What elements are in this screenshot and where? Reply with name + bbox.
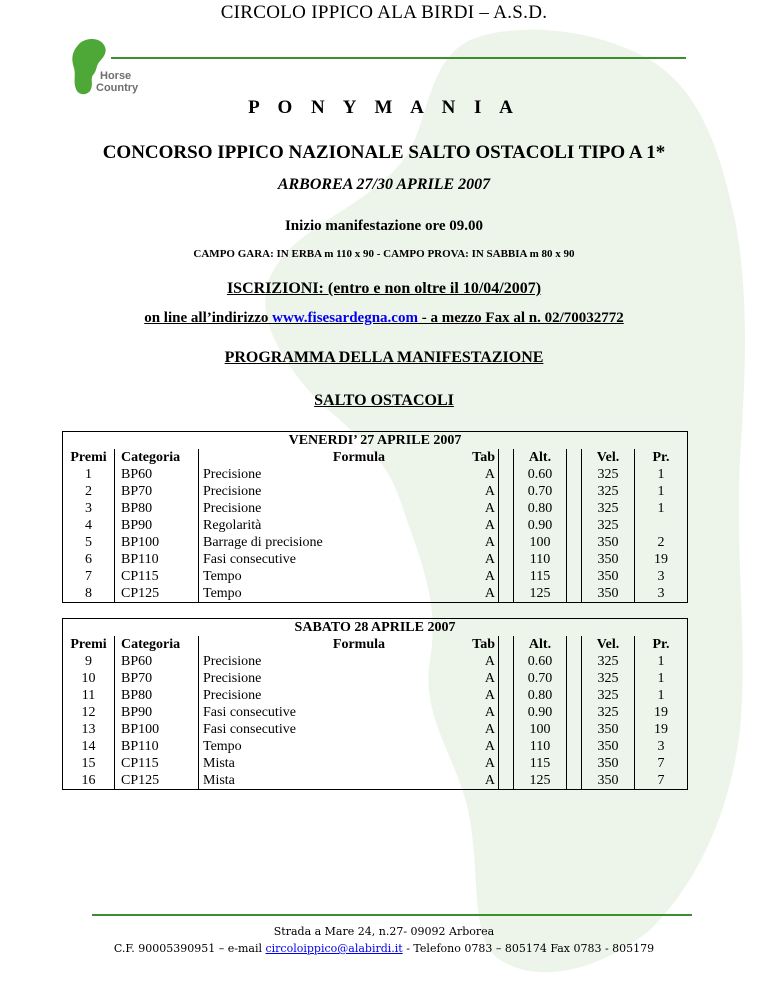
row-formula: Fasi consecutive [199,704,386,721]
row-vel: 350 [582,755,635,772]
row-categoria: CP115 [115,568,199,585]
event-title: P O N Y M A N I A [248,97,520,118]
row-vel: 325 [582,653,635,670]
row-tab: A [385,687,499,704]
row-vel: 350 [582,534,635,551]
row-alt: 0.70 [514,670,567,687]
row-alt: 100 [514,534,567,551]
registration-online: on line all’indirizzo www.fisesardegna.com - a mezzo Fax al n. 02/70032772 [144,310,624,326]
row-categoria: CP125 [115,772,199,790]
row-pr: 1 [635,687,688,704]
row-tab: A [385,534,499,551]
table-row [63,687,688,704]
row-formula: Barrage di precisione [199,534,386,551]
row-tab: A [385,568,499,585]
row-alt: 115 [514,755,567,772]
row-vel: 350 [582,568,635,585]
section-heading: SALTO OSTACOLI [314,392,454,409]
row-formula: Regolarità [199,517,386,534]
row-premi: 8 [63,585,115,603]
row-premi: 3 [63,500,115,517]
row-categoria: BP80 [115,687,199,704]
row-pr: 3 [635,738,688,755]
event-name: CONCORSO IPPICO NAZIONALE SALTO OSTACOLI TIPO A 1* [102,142,666,163]
row-alt: 110 [514,738,567,755]
row-pr: 2 [635,534,688,551]
table-row [63,534,688,551]
row-tab: A [385,466,499,483]
row-alt: 100 [514,721,567,738]
horse-country-logo [66,35,166,99]
row-premi: 10 [63,670,115,687]
table-row [63,568,688,585]
row-premi: 16 [63,772,115,790]
row-formula: Mista [199,755,386,772]
row-formula: Fasi consecutive [199,551,386,568]
event-fields: CAMPO GARA: IN ERBA m 110 x 90 - CAMPO PROVA: IN SABBIA m 80 x 90 [193,248,575,260]
row-pr: 1 [635,653,688,670]
row-pr: 1 [635,670,688,687]
registration-heading: ISCRIZIONI: (entro e non oltre il 10/04/2007) [226,280,542,297]
row-categoria: BP90 [115,517,199,534]
row-vel: 325 [582,704,635,721]
row-pr: 19 [635,551,688,568]
row-formula: Precisione [199,483,386,500]
row-premi: 1 [63,466,115,483]
table-row [63,721,688,738]
col-formula: Formula [199,636,386,653]
row-alt: 0.70 [514,483,567,500]
col-categoria: Categoria [115,449,199,466]
row-categoria: BP80 [115,500,199,517]
row-categoria: BP90 [115,704,199,721]
row-tab: A [385,653,499,670]
row-tab: A [385,500,499,517]
row-tab: A [385,772,499,790]
table-row [63,483,688,500]
footer-email-link[interactable]: circoloippico@alabirdi.it [265,942,403,955]
col-tab: Tab [385,449,499,466]
row-tab: A [385,721,499,738]
row-categoria: BP100 [115,534,199,551]
row-premi: 11 [63,687,115,704]
col-alt: Alt. [514,636,567,653]
col-vel: Vel. [582,449,635,466]
row-vel: 325 [582,687,635,704]
row-categoria: BP70 [115,483,199,500]
row-vel: 350 [582,721,635,738]
row-formula: Tempo [199,738,386,755]
schedule-table-saturday [62,618,688,790]
row-alt: 0.90 [514,517,567,534]
table-row [63,755,688,772]
table-row [63,500,688,517]
row-vel: 350 [582,585,635,603]
day-title: VENERDI’ 27 APRILE 2007 [63,432,688,450]
row-pr: 7 [635,755,688,772]
row-formula: Precisione [199,670,386,687]
table-row [63,772,688,790]
row-premi: 13 [63,721,115,738]
table-row [63,704,688,721]
row-categoria: BP70 [115,670,199,687]
row-pr: 3 [635,585,688,603]
row-tab: A [385,738,499,755]
row-formula: Precisione [199,653,386,670]
row-categoria: CP115 [115,755,199,772]
header-divider [111,57,686,59]
event-start-time: Inizio manifestazione ore 09.00 [284,218,484,234]
row-formula: Precisione [199,500,386,517]
col-premi: Premi [63,449,115,466]
table-row [63,466,688,483]
row-tab: A [385,551,499,568]
table-row [63,551,688,568]
row-pr: 1 [635,466,688,483]
col-vel: Vel. [582,636,635,653]
row-vel: 350 [582,738,635,755]
row-alt: 0.60 [514,466,567,483]
row-pr: 19 [635,704,688,721]
row-pr: 19 [635,721,688,738]
row-premi: 6 [63,551,115,568]
row-pr: 1 [635,483,688,500]
table-row [63,585,688,603]
row-vel: 350 [582,772,635,790]
row-vel: 325 [582,466,635,483]
table-row [63,670,688,687]
row-premi: 12 [63,704,115,721]
row-alt: 110 [514,551,567,568]
schedule-table-friday [62,431,688,603]
row-alt: 125 [514,585,567,603]
row-alt: 0.80 [514,500,567,517]
row-formula: Tempo [199,568,386,585]
row-tab: A [385,755,499,772]
row-pr [635,517,688,534]
registration-website-link[interactable]: www.fisesardegna.com [272,310,418,326]
col-pr: Pr. [635,449,688,466]
row-categoria: BP100 [115,721,199,738]
footer-contacts: C.F. 90005390951 – e-mail circoloippico@alabirdi.it - Telefono 0783 – 805174 Fax 0783 - 805179 [113,942,655,955]
row-vel: 350 [582,551,635,568]
row-tab: A [385,517,499,534]
row-alt: 0.80 [514,687,567,704]
row-alt: 115 [514,568,567,585]
row-premi: 14 [63,738,115,755]
row-categoria: CP125 [115,585,199,603]
row-vel: 325 [582,500,635,517]
row-formula: Precisione [199,687,386,704]
row-tab: A [385,704,499,721]
row-premi: 9 [63,653,115,670]
row-vel: 325 [582,670,635,687]
event-place-dates: ARBOREA 27/30 APRILE 2007 [277,176,491,193]
table-row [63,738,688,755]
row-premi: 15 [63,755,115,772]
col-tab: Tab [385,636,499,653]
day-title: SABATO 28 APRILE 2007 [63,619,688,637]
row-premi: 7 [63,568,115,585]
col-formula: Formula [199,449,386,466]
row-pr: 3 [635,568,688,585]
row-tab: A [385,483,499,500]
footer-divider [92,914,692,916]
row-premi: 5 [63,534,115,551]
club-name-header: CIRCOLO IPPICO ALA BIRDI – A.S.D. [220,2,548,23]
svg-text:Horse: Horse [100,70,132,82]
row-formula: Fasi consecutive [199,721,386,738]
row-categoria: BP110 [115,551,199,568]
row-formula: Tempo [199,585,386,603]
row-categoria: BP110 [115,738,199,755]
row-tab: A [385,670,499,687]
row-formula: Mista [199,772,386,790]
col-categoria: Categoria [115,636,199,653]
col-alt: Alt. [514,449,567,466]
row-pr: 7 [635,772,688,790]
row-categoria: BP60 [115,466,199,483]
table-row [63,517,688,534]
row-alt: 0.90 [514,704,567,721]
program-heading: PROGRAMMA DELLA MANIFESTAZIONE [224,349,544,366]
col-pr: Pr. [635,636,688,653]
row-premi: 4 [63,517,115,534]
col-premi: Premi [63,636,115,653]
table-row [63,653,688,670]
footer-address: Strada a Mare 24, n.27- 09092 Arborea [273,925,495,938]
svg-text:Country: Country [96,82,139,94]
row-vel: 325 [582,483,635,500]
row-alt: 125 [514,772,567,790]
row-pr: 1 [635,500,688,517]
row-tab: A [385,585,499,603]
row-categoria: BP60 [115,653,199,670]
row-formula: Precisione [199,466,386,483]
row-alt: 0.60 [514,653,567,670]
row-vel: 325 [582,517,635,534]
row-premi: 2 [63,483,115,500]
